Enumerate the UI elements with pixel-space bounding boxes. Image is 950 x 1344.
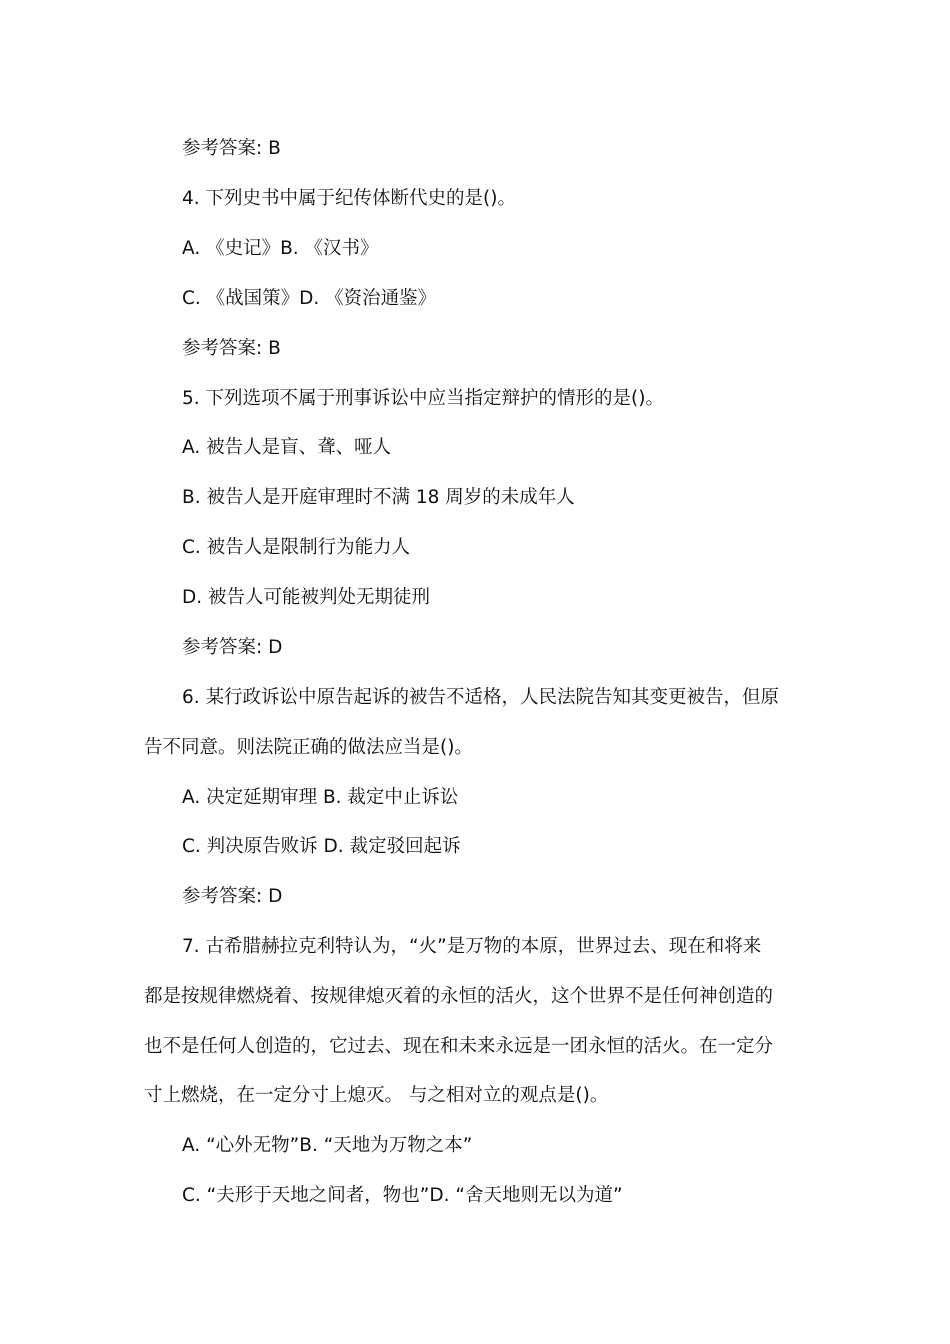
question-6-options-ab: A. 决定延期审理 B. 裁定中止诉讼 bbox=[182, 787, 459, 808]
question-5-option-d: D. 被告人可能被判处无期徒刑 bbox=[182, 587, 431, 608]
question-4: 4. 下列史书中属于纪传体断代史的是()。 bbox=[182, 188, 516, 209]
question-7-line-2: 都是按规律燃烧着、按规律熄灭着的永恒的活火，这个世界不是任何神创造的 bbox=[144, 986, 774, 1007]
question-5-option-b: B. 被告人是开庭审理时不满 18 周岁的未成年人 bbox=[182, 487, 575, 508]
question-7-line-1: 7. 古希腊赫拉克利特认为，“火”是万物的本原，世界过去、现在和将来 bbox=[182, 936, 762, 957]
question-4-options-ab: A. 《史记》B. 《汉书》 bbox=[182, 238, 379, 259]
answer-q3: 参考答案: B bbox=[182, 138, 281, 159]
question-7-line-4: 寸上燃烧，在一定分寸上熄灭。 与之相对立的观点是()。 bbox=[144, 1085, 609, 1106]
question-5-option-c: C. 被告人是限制行为能力人 bbox=[182, 537, 411, 558]
question-6-options-cd: C. 判决原告败诉 D. 裁定驳回起诉 bbox=[182, 836, 461, 857]
question-6-line-1: 6. 某行政诉讼中原告起诉的被告不适格，人民法院告知其变更被告，但原 bbox=[182, 687, 780, 708]
question-7-line-3: 也不是任何人创造的，它过去、现在和未来永远是一团永恒的活火。在一定分 bbox=[144, 1036, 774, 1057]
question-7-options-ab: A. “心外无物”B. “天地为万物之本” bbox=[182, 1135, 473, 1156]
question-5: 5. 下列选项不属于刑事诉讼中应当指定辩护的情形的是()。 bbox=[182, 388, 664, 409]
question-5-option-a: A. 被告人是盲、聋、哑人 bbox=[182, 437, 392, 458]
question-4-options-cd: C. 《战国策》D. 《资治通鉴》 bbox=[182, 288, 437, 309]
question-7-options-cd: C. “夫形于天地之间者，物也”D. “舍天地则无以为道” bbox=[182, 1185, 623, 1206]
question-6-line-2: 告不同意。则法院正确的做法应当是()。 bbox=[144, 737, 473, 758]
answer-q5: 参考答案: D bbox=[182, 637, 283, 658]
answer-q6: 参考答案: D bbox=[182, 886, 283, 907]
answer-q4: 参考答案: B bbox=[182, 338, 281, 359]
